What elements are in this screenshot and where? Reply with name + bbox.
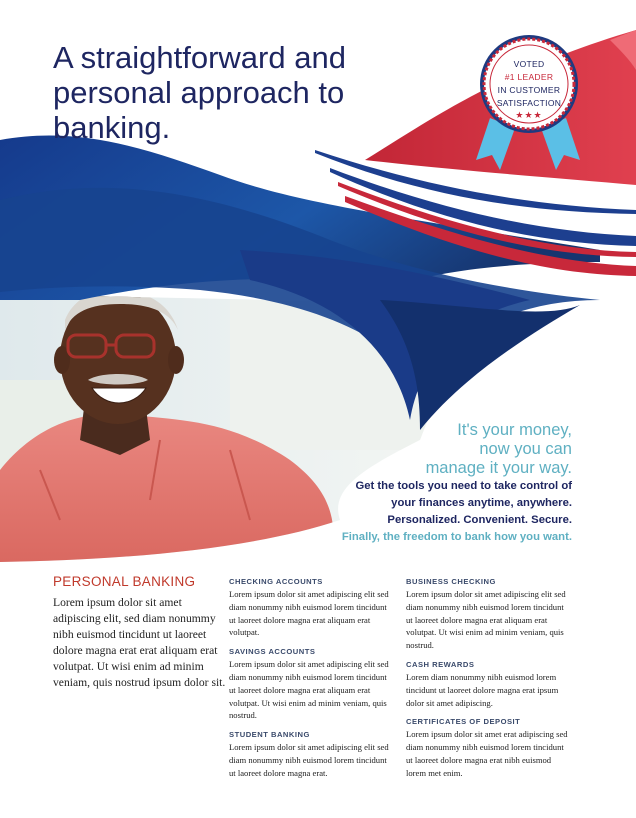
cash-rewards-body: Lorem diam nonummy nibh euismod lorem tincidunt ut laoreet dolore magna erat ipsum dolor sit amet adipiscing. xyxy=(406,671,559,708)
personal-banking-body: Lorem ipsum dolor sit amet adipiscing elit, sed diam nonummy nibh euismod tincidunt ut laoreet dolore magna erat erat aliquam erat volutpat. Ut wisi enim ad minim veniam, quis nostrud ipsum dolor sit. xyxy=(53,596,226,689)
tagline-line-1: It's your money, xyxy=(457,421,572,439)
intro-line-2: your finances anytime, anywhere. xyxy=(391,497,572,509)
badge-line-voted: VOTED xyxy=(513,59,545,69)
intro-line-1: Get the tools you need to take control of xyxy=(355,480,572,492)
student-heading: STUDENT BANKING xyxy=(229,730,310,740)
middle-column xyxy=(229,577,394,788)
savings-heading: SAVINGS ACCOUNTS xyxy=(229,647,316,657)
checking-heading: CHECKING ACCOUNTS xyxy=(229,577,323,586)
intro-text xyxy=(272,478,572,546)
tagline-line-3: manage it your way. xyxy=(425,459,572,477)
cd-heading: CERTIFICATES OF DEPOSIT xyxy=(406,717,521,727)
badge-line-customer: IN CUSTOMER xyxy=(497,85,561,95)
award-badge-text xyxy=(477,58,581,110)
personal-banking-heading: PERSONAL BANKING xyxy=(53,574,196,589)
badge-line-satisfaction: SATISFACTION xyxy=(496,98,562,108)
badge-line-leader: #1 LEADER xyxy=(504,72,554,82)
checking-body: Lorem ipsum dolor sit amet adipiscing elit sed diam nonummy nibh euismod lorem tincidunt ut laoreet dolore magna erat aliquam erat volutpat. xyxy=(229,589,389,638)
intro-line-4: Finally, the freedom to bank how you want. xyxy=(341,531,572,543)
page-headline: A straightforward and personal approach to banking. xyxy=(53,40,346,145)
tagline xyxy=(312,421,572,478)
intro-line-3: Personalized. Convenient. Secure. xyxy=(387,514,572,526)
badge-stars: ★★★ xyxy=(515,110,543,120)
business-body: Lorem ipsum dolor sit amet adipiscing elit sed diam nonummy nibh euismod lorem tincidunt ut laoreet dolore magna erat aliquam erat volutpat. Ut wisi enim ad minim veniam, quis nostrud. xyxy=(406,589,566,651)
personal-banking-section xyxy=(53,574,228,691)
right-column xyxy=(406,577,571,788)
business-heading: BUSINESS CHECKING xyxy=(406,577,496,586)
savings-body: Lorem ipsum dolor sit amet adipiscing elit sed diam nonummy nibh euismod lorem tincidunt ut laoreet dolore magna erat aliquam erat volutpat. Ut wisi enim ad minim veniam, quis nostrud. xyxy=(229,659,389,721)
tagline-line-2: now you can xyxy=(479,440,572,458)
cash-rewards-heading: CASH REWARDS xyxy=(406,659,475,669)
student-body: Lorem ipsum dolor sit amet adipiscing elit sed diam nonummy nibh euismod lorem tincidunt ut laoreet dolore magna erat. xyxy=(229,742,389,778)
cd-body: Lorem ipsum dolor sit amet erat adipiscing sed diam nonummy nibh euismod lorem tincidunt ut laoreet dolore magna erat nibh euismod lorem met enim. xyxy=(406,729,568,778)
